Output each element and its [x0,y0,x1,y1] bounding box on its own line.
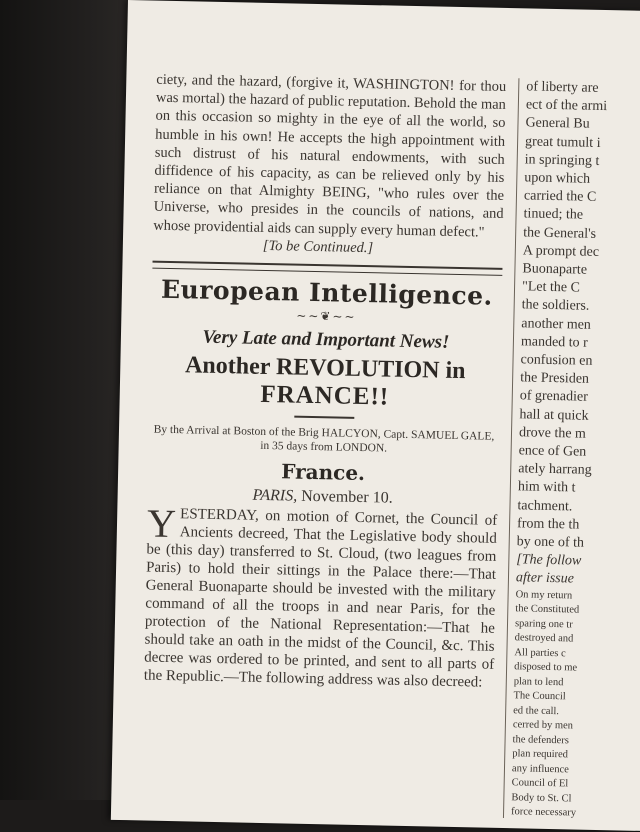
dateline-city: PARIS, [252,486,298,505]
right-column-line: "Let the C [521,279,581,296]
right-column-lines [516,78,640,591]
dateline-date: November 10. [300,487,393,507]
headline-line-2: FRANCE!! [260,380,390,411]
right-column-line: of liberty are [526,79,599,96]
right-column-line: ect of the armi [525,97,608,115]
arrival-note: By the Arrival at Boston of the Brig HALCYON, Capt. SAMUEL GALE, in 35 days from LONDON. [153,423,495,455]
right-column-line: [The follow [516,552,582,569]
section-divider [152,261,502,276]
left-column [144,71,507,692]
right-column-line: from the th [516,516,580,533]
continued-note: [To be Continued.] [262,237,374,257]
article-body-text: ESTERDAY, on motion of Cornet, the Council of Ancients decreed, That the Legislative body should be (this day) transferred to St. Cloud, (two leagues from Paris) to hold their sittings in the Palace there:—That General Buonaparte should be invested with the military command of all the troops in and near Paris, for the protection of the National Representation:—That he should take an oath in the midst of the Council, &c. This decree was ordered to be printed, and sent to all parts of the Republic.—The following address was also decreed: [143,506,498,691]
right-column-small-line: Council of El [511,777,569,790]
right-column-small-line: the Constituted [515,603,580,616]
short-rule [294,416,354,419]
right-column-small-line: destroyed and [514,632,574,645]
right-column-line: hall at quick [519,406,589,424]
right-column-line: tachment. [517,497,573,515]
right-column-small-line: any influence [511,762,569,776]
right-column-line: great tumult i [524,133,601,151]
right-column-line: the soldiers. [521,297,590,315]
right-column [511,78,640,823]
right-column-line: drove the m [518,425,587,442]
right-column-line: by one of th [516,534,585,551]
right-column-small-line: Body to St. Cl [511,791,572,805]
right-column-line: after issue [515,570,575,587]
right-column-line: manded to r [520,334,588,351]
right-column-line: the Presiden [520,370,590,387]
right-column-line: the General's [523,224,597,242]
right-column-small-line: All parties c [514,646,566,659]
right-column-line: ence of Gen [518,443,587,460]
ornament: ~~❦~~ [296,308,357,324]
subhead: Very Late and Important News! [202,326,450,353]
right-column-line: General Bu [525,115,590,133]
right-column-small-line: cerred by men [512,719,574,732]
newspaper-page [111,0,640,832]
department-heading: France. [281,459,366,486]
right-column-line: confusion en [520,352,593,369]
right-column-small-line: plan to lend [513,675,564,688]
article-body [143,500,498,692]
right-column-line: A prompt dec [522,243,600,260]
section-heading: European Intelligence. [160,274,494,311]
right-column-small-line: On my return [515,588,573,602]
right-column-small-line: disposed to me [514,661,578,674]
right-column-small-line: force necessary [510,806,577,819]
right-column-small-line: sparing one tr [514,617,573,631]
right-column-line: ately harrang [518,461,592,479]
right-column-small-line: The Council [513,690,566,703]
drop-cap: Y [146,500,177,547]
right-column-line: carried the C [523,188,597,206]
right-column-small-line: ed the call. [513,704,560,717]
right-column-line: another men [521,315,592,333]
right-column-line: of grenadier [519,388,588,406]
right-column-line: him with t [517,479,576,496]
right-column-line: Buonaparte [522,261,588,278]
article-continuation-text: ciety, and the hazard, (forgive it, WASHINGTON! for thou was mortal) the hazard of public reputation. Behold the man on this occasion so mighty in the eye of all the world, so humble in his own! He accepts the high appointment with such distrust of his natural endowments, with such diffidence of his capacity, as can be relieved only by his reliance on that Almighty BEING, "who rules over the Universe, who presides in the councils of nations, and whose providential aids can supply every human defect." [153,71,507,241]
headline-line-1: Another REVOLUTION in [184,352,466,385]
right-column-small-line: the defenders [512,733,569,747]
right-column-small-lines [511,588,640,823]
right-column-line: in springing t [524,152,600,169]
right-column-line: upon which [524,170,591,187]
right-column-small-line: plan required [512,748,569,761]
right-column-line: tinued; the [523,206,584,223]
